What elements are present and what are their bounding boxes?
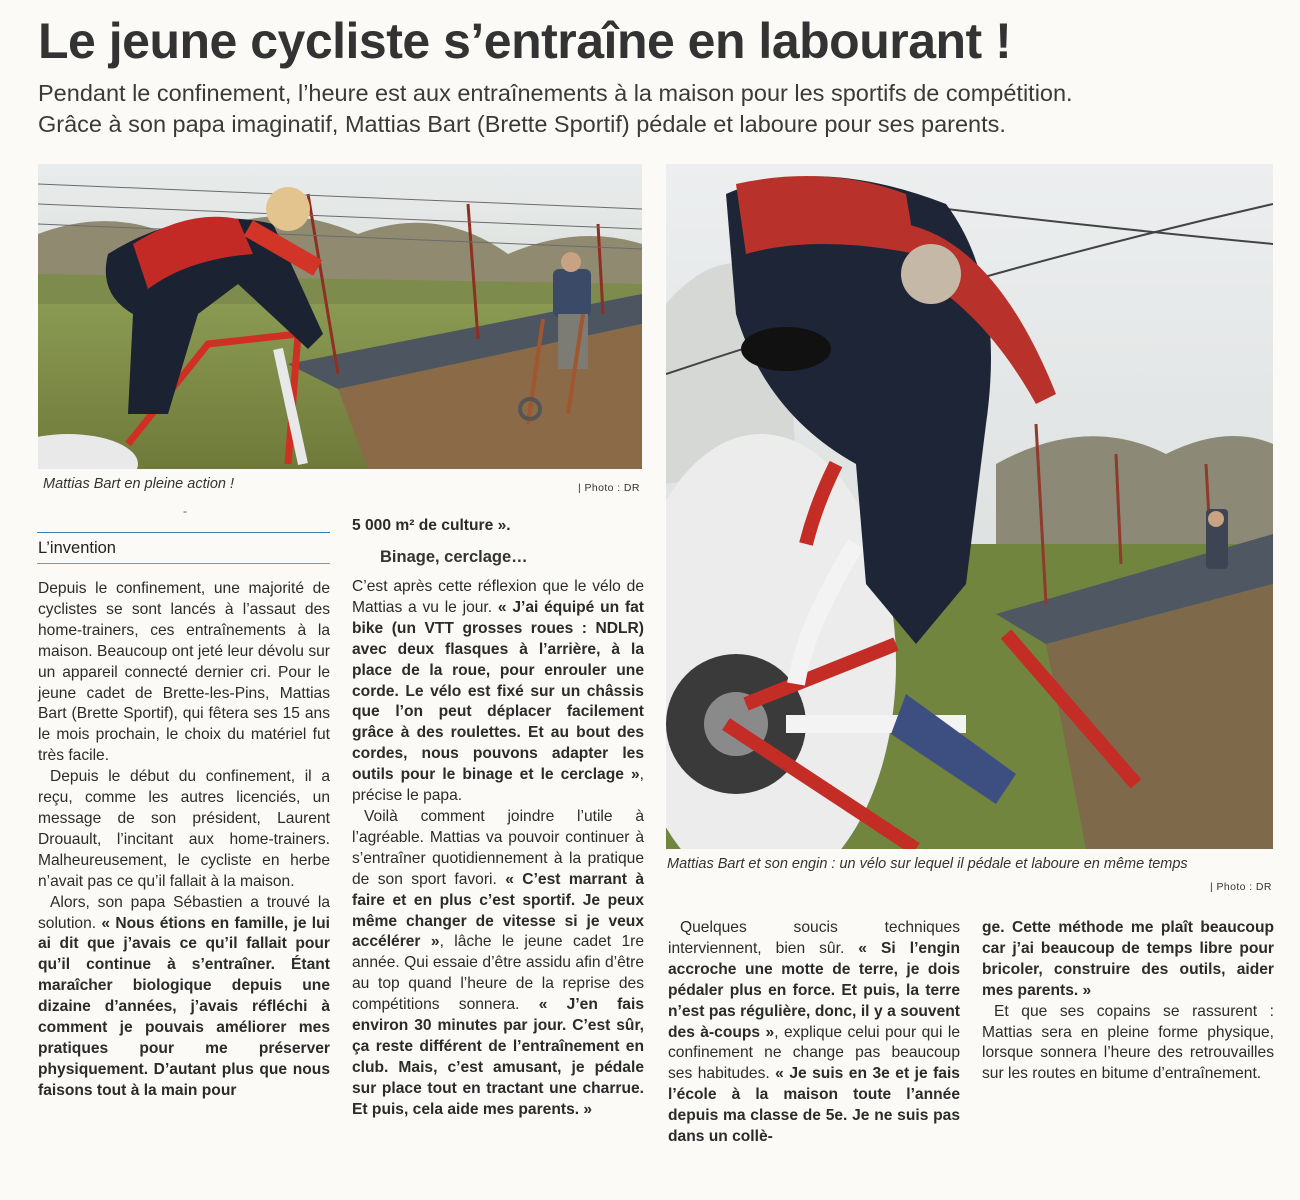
stray-mark: -	[183, 504, 187, 518]
col3-p1-quote-2: « Je suis en 3e et je fais l’école à la maison toute l’année depuis ma classe de 5e. Je ne suis pas dans un collè-	[668, 1065, 960, 1146]
column-2	[352, 516, 644, 537]
section-rule-top	[37, 532, 330, 533]
col3-p1-text: Quelques soucis techniques interviennent, bien sûr.	[668, 919, 960, 957]
col2-p2-mid: , lâche le jeune cadet 1re année. Qui essaie d’être assidu afin d’être au top quand l’heure de la reprise des compétitions sonnera.	[352, 933, 645, 1014]
photo2-credit: | Photo : DR	[1210, 881, 1272, 893]
col1-paragraph-2: Depuis le début du confinement, il a reçu, comme les autres licenciés, un message de son président, Laurent Drouault, l’incitant aux home-trainers. Malheureusement, le cycliste en herbe n’avait pas ce qu’il fallait à la maison.	[38, 768, 330, 890]
photo-cyclist-action	[38, 164, 642, 469]
col1-paragraph-3	[38, 893, 330, 1102]
col2-continuation-quote: 5 000 m² de culture ».	[352, 517, 511, 534]
photo-cyclist-machine	[666, 164, 1273, 849]
column-2-body	[352, 577, 644, 1121]
col2-p1-quote: « J’ai équipé un fat bike (un VTT grosses roues : NDLR) avec deux flasques à l’arrière, à la place de la roue, pour enrouler une corde. Le vélo est fixé sur un châssis que l’on peut déplacer facilement grâce à des roulettes. Et au bout des cordes, nous pouvons adapter les outils pour le binage et le cerclage »	[352, 598, 644, 784]
col2-p2-quote-2: « J’en fais environ 30 minutes par jour. C’est sûr, ça reste différent de l’entraînement en club. Mais, c’est amusant, je pédale sur place tout en tractant une charrue. Et puis, cela aide mes parents. »	[352, 996, 644, 1118]
col2-p2-text: Voilà comment joindre l’utile à l’agréable. Mattias va pouvoir continuer à s’entraîner quotidiennement à la pratique de son sport favori.	[352, 807, 644, 888]
col2-p1-text: C’est après cette réflexion que le vélo de Mattias a vu le jour.	[352, 578, 644, 616]
col2-p1-end: , précise le papa.	[352, 766, 644, 805]
col1-p3-quote: « Nous étions en famille, je lui ai dit que j’avais ce qu’il fallait pour qu’il continue à s’entraîner. Étant maraîcher biologique depuis une dizaine d’années, j’avais réfléchi à comment je pouvais améliorer mes pratiques pour me préserver physiquement. D’autant plus que nous faisons tout à la main pour	[38, 914, 330, 1099]
col2-paragraph-1	[352, 577, 644, 807]
standfirst	[38, 78, 1288, 140]
col1-paragraph-1: Depuis le confinement, une majorité de cyclistes se sont lancés à l’assaut des home-trainers, ces entraînements à la maison. Beaucoup ont jeté leur dévolu sur un appareil connecté dernier cri. Pour le jeune cadet de Brette-les-Pins, Mattias Bart (Brette Sportif), qui fêtera ses 15 ans le mois prochain, le choix du matériel fut très facile.	[38, 580, 330, 765]
col2-p2-quote: « C’est marrant à faire et en plus c’est sportif. Je peux même changer de vitesse si je veux accélérer »	[352, 870, 644, 951]
col3-paragraph-1	[668, 918, 960, 1148]
col4-continuation	[982, 918, 1274, 1002]
column-3	[668, 918, 960, 1148]
photo-cyclist-machine-image	[666, 164, 1273, 849]
headline: Le jeune cycliste s’entraîne en labourant !	[38, 13, 1012, 69]
section-title: L’invention	[38, 539, 116, 557]
column-4	[982, 918, 1274, 1085]
photo-cyclist-action-image	[38, 164, 642, 469]
col2-continuation	[352, 516, 644, 537]
column-1	[38, 579, 330, 1102]
photo1-caption: Mattias Bart en pleine action !	[43, 476, 235, 492]
photo2-caption: Mattias Bart et son engin : un vélo sur lequel il pédale et laboure en même temps	[667, 856, 1188, 872]
subhead-binage: Binage, cerclage…	[380, 548, 528, 566]
col1-p3-text: Alors, son papa Sébastien a trouvé la solution.	[38, 893, 330, 932]
col2-paragraph-2	[352, 807, 644, 1121]
col4-paragraph-2: Et que ses copains se rassurent : Mattias sera en pleine forme physique, lorsque sonnera l’heure des retrouvailles sur les routes en bitume d’entraînement.	[982, 1002, 1274, 1083]
col3-p1-mid: , explique celui pour qui le confinement ne change pas beaucoup ses habitudes.	[668, 1023, 961, 1083]
col4-continuation-quote: ge. Cette méthode me plaît beaucoup car j’ai beaucoup de temps libre pour bricoler, construire des outils, aider mes parents. »	[982, 919, 1274, 999]
section-rule-bottom	[37, 563, 330, 564]
col3-p1-quote: « Si l’engin accroche une motte de terre, je dois pédaler plus en force. Et puis, la terre n’est pas régulière, donc, il y a souvent des à-coups »	[668, 939, 960, 1041]
standfirst-line-1: Pendant le confinement, l’heure est aux entraînements à la maison pour les sportifs de compétition.	[38, 80, 1073, 106]
standfirst-line-2: Grâce à son papa imaginatif, Mattias Bart (Brette Sportif) pédale et laboure pour ses parents.	[38, 111, 1006, 137]
photo1-credit: | Photo : DR	[578, 482, 640, 494]
